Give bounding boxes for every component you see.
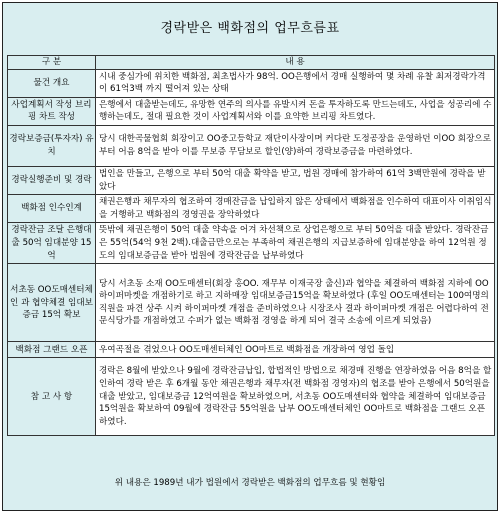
row-property-overview: [8, 69, 495, 97]
row-deposit-investor: [8, 125, 495, 166]
row-label: 백화점 그랜드 오픈: [8, 342, 96, 358]
row-notes: [8, 358, 495, 436]
row-label: 물건 개요: [8, 69, 96, 97]
row-business-plan: [8, 97, 495, 125]
row-label: 참 고 사 항: [8, 358, 96, 436]
document-title: 경락받은 백화점의 업무흐름표: [160, 21, 340, 36]
row-text: 당시 대한곡물협회 회장이고 OO중고등학교 재단이사장이며 커다란 도정공장을 운영하던 이OO 회장으로 부터 어음 8억을 받아 이를 무보증 무담보로 할인(양)하여 경락보증금을 마련하였다.: [96, 125, 495, 166]
row-label: 경락잔금 조달 은행대출 50억 임대분양 15억: [8, 223, 96, 264]
row-text: 은행에서 대출받는데도, 유망한 연주의 의사를 유발시켜 돈을 투자하도록 만드는데도, 사업을 성공리에 수행하는데도, 절대 필요한 것이 사업계획서와 이를 요약한 브리핑 차트였다.: [96, 97, 495, 125]
row-text: 당시 서초동 소재 OO도매센터(회장 홍OO. 재무부 이재국장 출신)과 협약을 체결하여 백화점 지하에 OO하이퍼마켓을 개점하기로 하고 지하매장 임대보증금15억을 확보하였다 (후일 OO도매센터는 100여명의 직원을 파견 상주 시켜 하이퍼마켓 개점을 준비하였으나 시장조사 결과 하이퍼마켓 개점은 어렵다하여 전문식당가를 개점하였고 수퍼가 없는 백화점 경영을 하게 되어 결국 소송에 이르게 되었음): [96, 264, 495, 342]
header-content: 내 용: [96, 56, 495, 70]
row-text: 채권은행과 채무자의 협조하여 경매잔금을 납입하지 않은 상태에서 백화점을 인수하여 대표이사 이취임식을 거행하고 백화점의 경영권을 장악하였다: [96, 195, 495, 223]
row-text: 우여곡절을 겪었으나 OO도매센터체인 OO마트로 백화점을 개장하여 영업 돌입: [96, 342, 495, 358]
row-label: 경락보증금(투자자) 유치: [8, 125, 96, 166]
row-text: 법인을 만들고, 은행으로 부터 50억 대출 확약을 받고, 법원 경매에 참가하여 61억 3백만원에 경락을 받았다: [96, 166, 495, 194]
table-header-row: [8, 56, 495, 70]
row-balance-financing: [8, 223, 495, 264]
row-label: 사업계획서 작성 브리핑 차트 작성: [8, 97, 96, 125]
document-sheet: [2, 2, 498, 511]
row-wholesale-agreement: [8, 264, 495, 342]
row-label: 경락실행준비 및 경락: [8, 166, 96, 194]
header-category: 구 분: [8, 56, 96, 70]
row-label: 서초동 OO도매센터체인 과 협약체결 임대보증금 15억 확보: [8, 264, 96, 342]
row-grand-open: [8, 342, 495, 358]
row-text: 시내 중심가에 위치한 백화점, 최초법사가 98억. OO은행에서 경매 실행하여 몇 차례 유찰 최저경락가격이 61억3백 까지 떨어져 있는 상태: [96, 69, 495, 97]
row-auction-prep: [8, 166, 495, 194]
footer-note: 위 내용은 1989년 내가 법원에서 경락받은 백화점의 업무흐름 및 현황임: [114, 478, 386, 488]
row-text: 뜻밖에 채권은행이 50억 대출 약속을 어겨 차선책으로 상업은행으로 부터 50억을 대출 받았다. 경락잔금은 55억(54억 9천 2백).대출금만으로는 부족하여 채권은행의 지급보증하에 임대분양을 하여 12억원 정도의 임대보증금을 받아 법원에 경락잔금을 납부하였다: [96, 223, 495, 264]
workflow-table: [7, 55, 495, 436]
row-text: 경락은 8월에 받았으나 9월에 경락잔금납입, 합법적인 방법으로 채경매 진행을 연장하였음 어음 8억을 할인하여 경락 받은 후 6개월 동안 채권은행과 채무자(전 백화점 경영자)의 협조를 받아 은행에서 50억원을 대출 받았고, 임대보증금 12억여원을 확보하였으며, 서초동 OO도매센터와 협약을 체결하여 임대보증금 15억원을 확보하여 09월에 경락잔금 55억원을 납부 OO도매센터체인 OO마트로 백화점을 그랜드 오픈하였다.: [96, 358, 495, 436]
row-label: 백화점 인수인계: [8, 195, 96, 223]
row-handover: [8, 195, 495, 223]
